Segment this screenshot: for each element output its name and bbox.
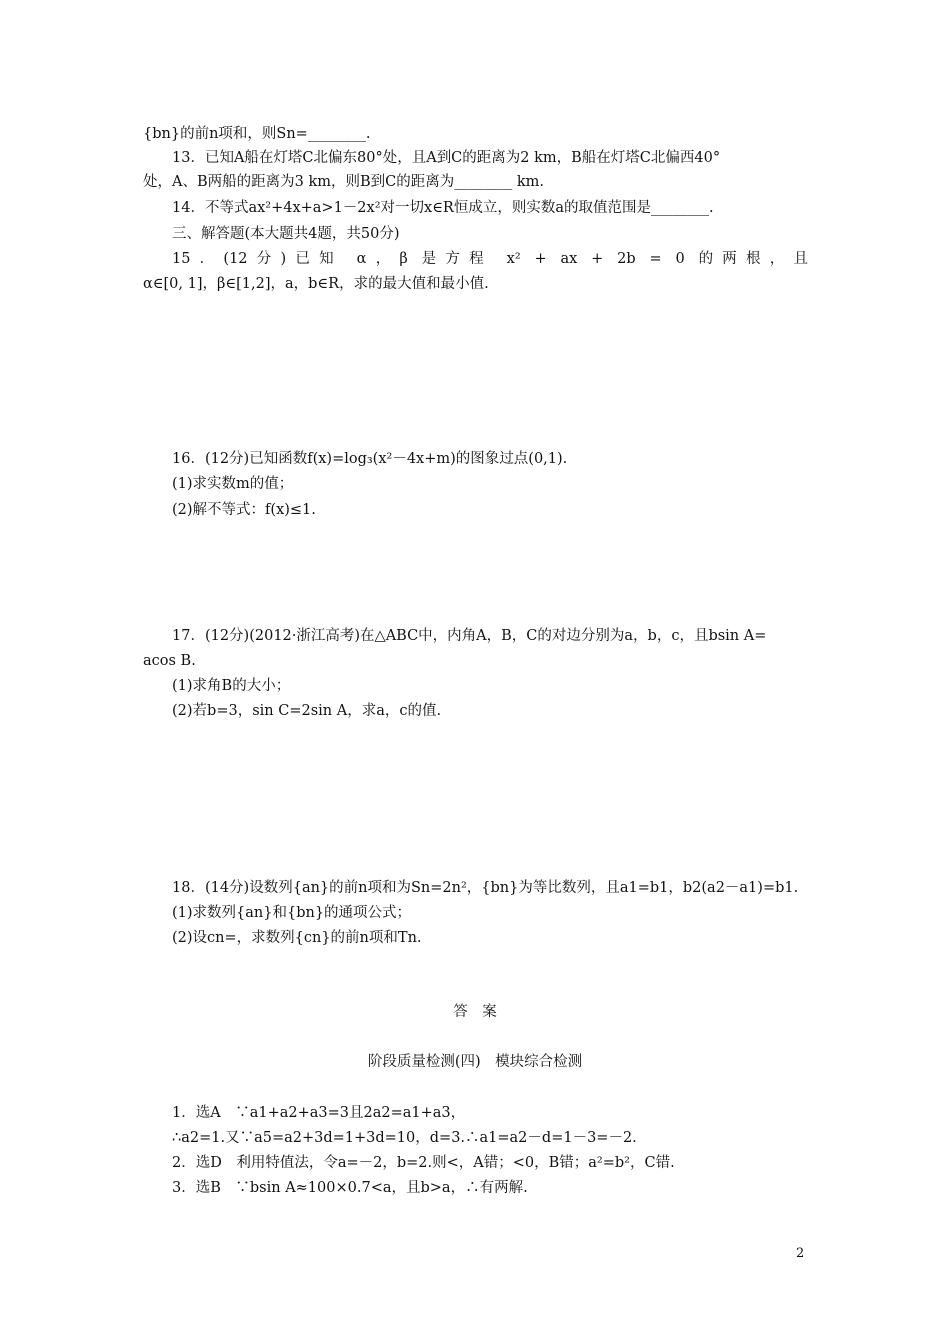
q18-part1: (1)求数列{an}和{bn}的通项公式； [172,905,412,921]
q16-part2: (2)解不等式：f(x)≤1. [172,502,316,518]
q14: 14．不等式ax²+4x+a>1－2x²对一切x∈R恒成立，则实数a的取值范围是________. [172,200,714,216]
q18-part2: (2)设cn=，求数列{cn}的前n项和Tn. [172,930,422,946]
q17-line1: 17．(12分)(2012·浙江高考)在△ABC中，内角A，B，C的对边分别为a，b，c，且bsin A= [172,628,767,644]
q17-line2: acos B. [143,653,196,669]
q17-part2: (2)若b=3，sin C=2sin A，求a，c的值. [172,703,442,719]
q13-line1: 13．已知A船在灯塔C北偏东80°处，且A到C的距离为2 km，B船在灯塔C北偏西40° [172,150,721,166]
q15-line1: 15．(12分)已知 α，β 是方程 x² + ax + 2b = 0 的两根，且 [172,251,808,267]
q15-line2: α∈[0, 1]，β∈[1,2]，a，b∈R，求的最大值和最小值. [143,276,489,292]
q13-line2: 处，A、B两船的距离为3 km，则B到C的距离为________ km. [143,174,544,190]
answer-1-line2: ∴a2=1.又∵a5=a2+3d=1+3d=10，d=3.∴a1=a2－d=1－3=－2. [172,1130,637,1146]
q12-tail: {bn}的前n项和，则Sn=________. [143,126,371,142]
page-number: 2 [796,1246,805,1261]
answer-title: 答 案 [453,1004,497,1020]
q18-line1: 18．(14分)设数列{an}的前n项和为Sn=2n²，{bn}为等比数列，且a1=b1，b2(a2－a1)=b1. [172,880,799,896]
answer-subtitle: 阶段质量检测(四) 模块综合检测 [367,1054,583,1070]
answer-3: 3．选B ∵bsin A≈100×0.7<a，且b>a，∴有两解. [172,1180,528,1196]
answer-2: 2．选D 利用特值法，令a=－2，b=2.则<，A错；<0，B错；a²=b²，C错. [172,1155,675,1171]
q16-part1: (1)求实数m的值； [172,476,294,492]
answer-1-line1: 1．选A ∵a1+a2+a3=3且2a2=a1+a3， [172,1105,466,1121]
section-3-heading: 三、解答题(本大题共4题，共50分) [172,226,400,242]
q16-line1: 16．(12分)已知函数f(x)=log₃(x²－4x+m)的图象过点(0,1). [172,451,568,467]
q17-part1: (1)求角B的大小； [172,678,291,694]
